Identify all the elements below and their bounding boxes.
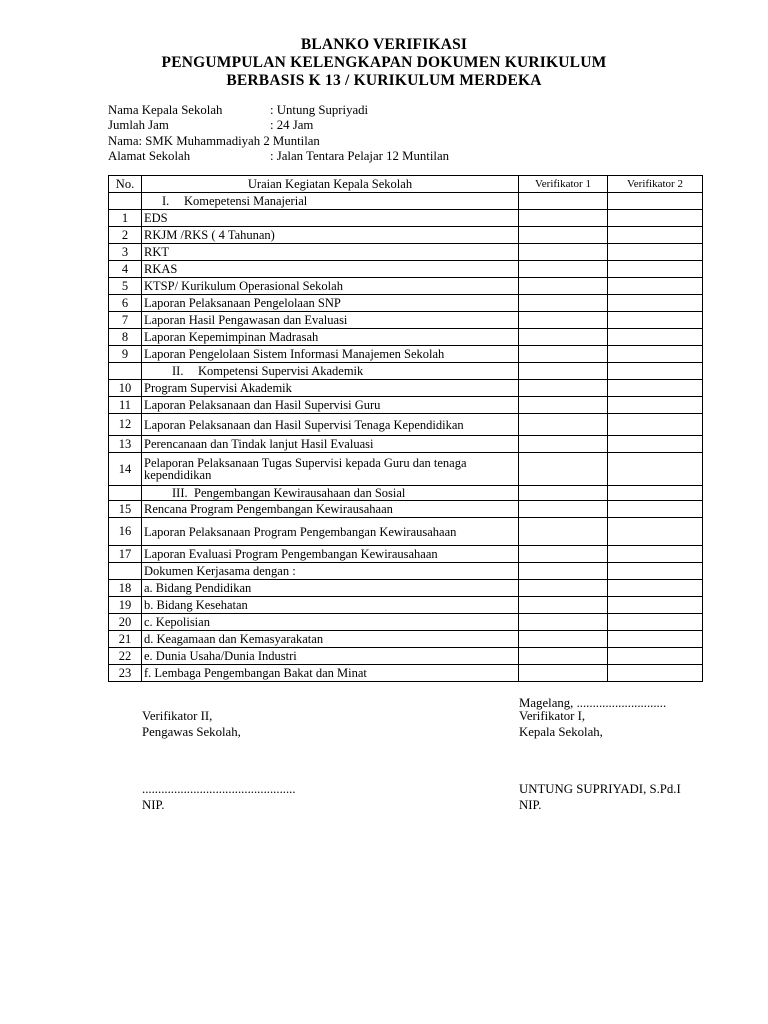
alamat-value: : Jalan Tentara Pelajar 12 Muntilan bbox=[270, 148, 450, 163]
verifikator-1-cell[interactable] bbox=[519, 436, 608, 453]
verifikator-2-cell[interactable] bbox=[608, 380, 703, 397]
verifikator-2-cell[interactable] bbox=[608, 261, 703, 278]
verifikator-1-cell[interactable] bbox=[519, 193, 608, 210]
kepala-value: : Untung Supriyadi bbox=[270, 103, 369, 117]
row-number: 7 bbox=[109, 312, 142, 329]
verifikator-1-cell[interactable] bbox=[519, 329, 608, 346]
row-number: 3 bbox=[109, 244, 142, 261]
row-description: Program Supervisi Akademik bbox=[142, 380, 519, 397]
jam-label: Jumlah Jam bbox=[108, 118, 169, 133]
row-number: 6 bbox=[109, 295, 142, 312]
table-row bbox=[109, 436, 703, 453]
verifikator-1-cell[interactable] bbox=[519, 580, 608, 597]
table-row bbox=[109, 597, 703, 614]
right-name-block bbox=[519, 782, 681, 813]
left-name: ................................................ bbox=[142, 782, 296, 796]
table-row bbox=[109, 363, 703, 380]
row-description: d. Keagamaan dan Kemasyarakatan bbox=[142, 631, 519, 648]
verifikator-2-cell[interactable] bbox=[608, 665, 703, 682]
right-title: Kepala Sekolah, bbox=[519, 724, 603, 739]
table-body bbox=[109, 193, 703, 682]
verifikator-2-cell[interactable] bbox=[608, 580, 703, 597]
kepala-label: Nama Kepala Sekolah bbox=[108, 103, 223, 117]
verifikator-1-cell[interactable] bbox=[519, 227, 608, 244]
row-description: b. Bidang Kesehatan bbox=[142, 597, 519, 614]
row-number: 13 bbox=[109, 436, 142, 453]
row-number: 17 bbox=[109, 546, 142, 563]
verifikator-1-cell[interactable] bbox=[519, 261, 608, 278]
table-header-row bbox=[109, 176, 703, 193]
row-number: 12 bbox=[109, 414, 142, 436]
row-description: e. Dunia Usaha/Dunia Industri bbox=[142, 648, 519, 665]
verifikator-1-cell[interactable] bbox=[519, 346, 608, 363]
verifikator-2-cell[interactable] bbox=[608, 329, 703, 346]
row-description: Laporan Pengelolaan Sistem Informasi Manajemen Sekolah bbox=[142, 346, 519, 363]
row-description: Rencana Program Pengembangan Kewirausahaan bbox=[142, 501, 519, 518]
nama-line: Nama: SMK Muhammadiyah 2 Muntilan bbox=[108, 133, 320, 148]
row-description: Laporan Kepemimpinan Madrasah bbox=[142, 329, 519, 346]
row-number: 1 bbox=[109, 210, 142, 227]
header-uraian: Uraian Kegiatan Kepala Sekolah bbox=[142, 176, 519, 193]
row-description: Laporan Pelaksanaan Pengelolaan SNP bbox=[142, 295, 519, 312]
table-row bbox=[109, 244, 703, 261]
verifikator-1-cell[interactable] bbox=[519, 414, 608, 436]
section-index: III. bbox=[172, 486, 188, 500]
section-heading bbox=[142, 193, 519, 210]
table-row bbox=[109, 563, 703, 580]
verifikator-1-cell[interactable] bbox=[519, 363, 608, 380]
row-number: 2 bbox=[109, 227, 142, 244]
verifikator-2-cell[interactable] bbox=[608, 227, 703, 244]
section-index: I. bbox=[162, 194, 170, 208]
section-title: Pengembangan Kewirausahaan dan Sosial bbox=[194, 486, 406, 500]
header-no: No. bbox=[109, 176, 142, 193]
table-row bbox=[109, 580, 703, 597]
row-description: Perencanaan dan Tindak lanjut Hasil Evaluasi bbox=[142, 436, 519, 453]
table-row bbox=[109, 453, 703, 486]
table-row bbox=[109, 414, 703, 436]
left-nip: NIP. bbox=[142, 797, 165, 812]
row-number: 23 bbox=[109, 665, 142, 682]
row-description: f. Lembaga Pengembangan Bakat dan Minat bbox=[142, 665, 519, 682]
row-description: RKT bbox=[142, 244, 519, 261]
verifikator-1-cell[interactable] bbox=[519, 563, 608, 580]
document-title bbox=[0, 36, 768, 90]
table-row bbox=[109, 210, 703, 227]
verifikator-1-cell[interactable] bbox=[519, 648, 608, 665]
row-number: 21 bbox=[109, 631, 142, 648]
verifikator-2-cell[interactable] bbox=[608, 501, 703, 518]
row-number: 19 bbox=[109, 597, 142, 614]
table-row bbox=[109, 346, 703, 363]
table-row bbox=[109, 329, 703, 346]
verifikator-1-cell[interactable] bbox=[519, 244, 608, 261]
verification-table bbox=[108, 175, 703, 682]
row-number bbox=[109, 193, 142, 210]
row-description: EDS bbox=[142, 210, 519, 227]
row-description: RKJM /RKS ( 4 Tahunan) bbox=[142, 227, 519, 244]
table-row bbox=[109, 665, 703, 682]
row-description: Pelaporan Pelaksanaan Tugas Supervisi kepada Guru dan tenaga kependidikan bbox=[142, 453, 519, 486]
verifikator-2-cell[interactable] bbox=[608, 312, 703, 329]
verifikator-2-cell[interactable] bbox=[608, 453, 703, 486]
right-signature-block bbox=[519, 709, 603, 740]
row-description: Laporan Evaluasi Program Pengembangan Kewirausahaan bbox=[142, 546, 519, 563]
verifikator-1-cell[interactable] bbox=[519, 453, 608, 486]
place-date: Magelang, ............................ bbox=[519, 696, 667, 710]
row-number: 18 bbox=[109, 580, 142, 597]
verifikator-2-cell[interactable] bbox=[608, 597, 703, 614]
table-row bbox=[109, 312, 703, 329]
verifikator-1-cell[interactable] bbox=[519, 397, 608, 414]
verifikator-1-cell[interactable] bbox=[519, 278, 608, 295]
table-row bbox=[109, 193, 703, 210]
verifikator-2-cell[interactable] bbox=[608, 397, 703, 414]
verifikator-2-cell[interactable] bbox=[608, 486, 703, 501]
verifikator-2-cell[interactable] bbox=[608, 631, 703, 648]
verifikator-1-cell[interactable] bbox=[519, 546, 608, 563]
section-title: Komepetensi Manajerial bbox=[184, 194, 308, 208]
table-row bbox=[109, 501, 703, 518]
verifikator-1-cell[interactable] bbox=[519, 210, 608, 227]
table-row bbox=[109, 261, 703, 278]
row-description: Laporan Hasil Pengawasan dan Evaluasi bbox=[142, 312, 519, 329]
table-row bbox=[109, 648, 703, 665]
table-row bbox=[109, 518, 703, 546]
header-verifikator-2: Verifikator 2 bbox=[608, 176, 703, 193]
table-row bbox=[109, 614, 703, 631]
verifikator-1-cell[interactable] bbox=[519, 518, 608, 546]
right-nip: NIP. bbox=[519, 797, 542, 812]
verifikator-1-cell[interactable] bbox=[519, 295, 608, 312]
verifikator-2-cell[interactable] bbox=[608, 563, 703, 580]
jam-value: : 24 Jam bbox=[270, 118, 314, 133]
verifikator-1-cell[interactable] bbox=[519, 312, 608, 329]
table-row bbox=[109, 631, 703, 648]
verifikator-2-cell[interactable] bbox=[608, 546, 703, 563]
row-number bbox=[109, 563, 142, 580]
verifikator-2-cell[interactable] bbox=[608, 244, 703, 261]
right-name: UNTUNG SUPRIYADI, S.Pd.I bbox=[519, 782, 681, 796]
section-title: Kompetensi Supervisi Akademik bbox=[198, 364, 364, 378]
verifikator-1-cell[interactable] bbox=[519, 380, 608, 397]
verifikator-2-cell[interactable] bbox=[608, 210, 703, 227]
verifikator-2-cell[interactable] bbox=[608, 648, 703, 665]
verifikator-2-cell[interactable] bbox=[608, 193, 703, 210]
verifikator-2-cell[interactable] bbox=[608, 363, 703, 380]
verifikator-2-cell[interactable] bbox=[608, 414, 703, 436]
verifikator-1-cell[interactable] bbox=[519, 501, 608, 518]
left-signature-block bbox=[142, 709, 241, 740]
verifikator-2-cell[interactable] bbox=[608, 346, 703, 363]
verifikator-1-cell[interactable] bbox=[519, 597, 608, 614]
row-number: 16 bbox=[109, 518, 142, 546]
left-role: Verifikator II, bbox=[142, 709, 213, 723]
row-number: 5 bbox=[109, 278, 142, 295]
verifikator-1-cell[interactable] bbox=[519, 665, 608, 682]
right-role: Verifikator I, bbox=[519, 709, 586, 723]
title-line-2: PENGUMPULAN KELENGKAPAN DOKUMEN KURIKULUM bbox=[161, 54, 607, 71]
verifikator-2-cell[interactable] bbox=[608, 295, 703, 312]
row-description: a. Bidang Pendidikan bbox=[142, 580, 519, 597]
row-description: Dokumen Kerjasama dengan : bbox=[142, 563, 519, 580]
verifikator-2-cell[interactable] bbox=[608, 614, 703, 631]
title-line-3: BERBASIS K 13 / KURIKULUM MERDEKA bbox=[226, 72, 542, 89]
title-line-1: BLANKO VERIFIKASI bbox=[300, 36, 468, 53]
section-heading bbox=[142, 363, 519, 380]
section-index: II. bbox=[172, 364, 184, 378]
row-number: 8 bbox=[109, 329, 142, 346]
verifikator-1-cell[interactable] bbox=[519, 486, 608, 501]
row-description: RKAS bbox=[142, 261, 519, 278]
row-number: 20 bbox=[109, 614, 142, 631]
alamat-label: Alamat Sekolah bbox=[108, 148, 191, 163]
row-number bbox=[109, 486, 142, 501]
left-name-block bbox=[142, 782, 296, 813]
verifikator-2-cell[interactable] bbox=[608, 436, 703, 453]
row-number: 10 bbox=[109, 380, 142, 397]
table-row bbox=[109, 227, 703, 244]
verifikator-2-cell[interactable] bbox=[608, 278, 703, 295]
row-description: c. Kepolisian bbox=[142, 614, 519, 631]
row-number: 22 bbox=[109, 648, 142, 665]
verifikator-1-cell[interactable] bbox=[519, 614, 608, 631]
left-title: Pengawas Sekolah, bbox=[142, 724, 241, 739]
verifikator-2-cell[interactable] bbox=[608, 518, 703, 546]
row-description: Laporan Pelaksanaan dan Hasil Supervisi Tenaga Kependidikan bbox=[142, 414, 519, 436]
header-verifikator-1: Verifikator 1 bbox=[519, 176, 608, 193]
row-description: Laporan Pelaksanaan dan Hasil Supervisi Guru bbox=[142, 397, 519, 414]
row-number: 4 bbox=[109, 261, 142, 278]
row-number bbox=[109, 363, 142, 380]
verifikator-1-cell[interactable] bbox=[519, 631, 608, 648]
table-row bbox=[109, 380, 703, 397]
table-row bbox=[109, 546, 703, 563]
row-description: KTSP/ Kurikulum Operasional Sekolah bbox=[142, 278, 519, 295]
table-row bbox=[109, 278, 703, 295]
row-number: 15 bbox=[109, 501, 142, 518]
row-description: Laporan Pelaksanaan Program Pengembangan Kewirausahaan bbox=[142, 518, 519, 546]
row-number: 11 bbox=[109, 397, 142, 414]
row-number: 9 bbox=[109, 346, 142, 363]
table-row bbox=[109, 295, 703, 312]
table-row bbox=[109, 397, 703, 414]
table-row bbox=[109, 486, 703, 501]
row-number: 14 bbox=[109, 453, 142, 486]
section-heading bbox=[142, 486, 519, 501]
